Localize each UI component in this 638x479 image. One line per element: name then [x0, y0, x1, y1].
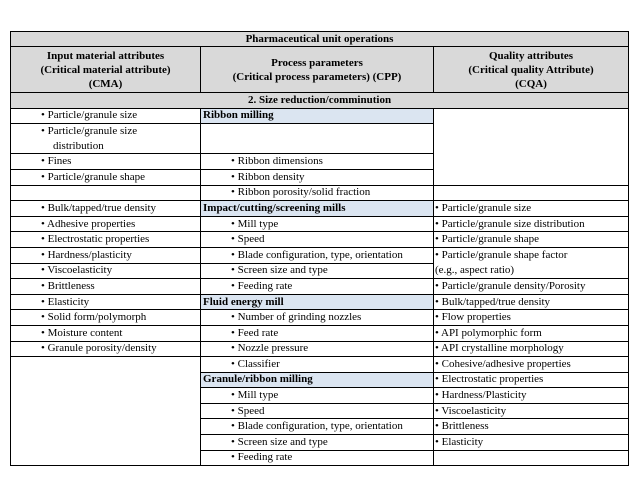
cpp-item: • Ribbon density — [201, 169, 434, 185]
cpp-item: • Blade configuration, type, orientation — [201, 247, 434, 263]
cma-item: • Viscoelasticity — [11, 263, 201, 279]
cpp-group-heading: Impact/cutting/screening mills — [201, 201, 434, 217]
cma-item: • Fines — [11, 154, 201, 170]
cqa-empty-cell — [434, 108, 629, 185]
cqa-item: • API polymorphic form — [434, 325, 629, 341]
cma-item: • Bulk/tapped/true density — [11, 201, 201, 217]
cpp-empty-cell — [201, 124, 434, 154]
cqa-item: • API crystalline morphology — [434, 341, 629, 357]
cma-item: • Granule porosity/density — [11, 341, 201, 357]
cma-item: • Solid form/polymorph — [11, 310, 201, 326]
cma-item-continued: distribution — [11, 139, 201, 154]
cpp-item: • Feeding rate — [201, 279, 434, 295]
cqa-item: • Particle/granule size distribution — [434, 216, 629, 232]
cma-item: • Electrostatic properties — [11, 232, 201, 248]
cpp-item: • Speed — [201, 403, 434, 419]
cqa-header: Quality attributes (Critical quality Attribute) (CQA) — [434, 47, 629, 93]
cqa-item: • Cohesive/adhesive properties — [434, 357, 629, 373]
cpp-item: • Nozzle pressure — [201, 341, 434, 357]
cqa-item: • Viscoelasticity — [434, 403, 629, 419]
cqa-item: • Particle/granule size — [434, 201, 629, 217]
cpp-item: • Mill type — [201, 216, 434, 232]
cma-item: • Brittleness — [11, 279, 201, 295]
cma-empty-cell — [11, 357, 201, 466]
section-title: 2. Size reduction/comminution — [11, 93, 629, 109]
cqa-item: • Elasticity — [434, 435, 629, 451]
cqa-item: • Particle/granule density/Porosity — [434, 279, 629, 295]
cpp-header: Process parameters (Critical process parameters) (CPP) — [201, 47, 434, 93]
cpp-group-heading: Fluid energy mill — [201, 294, 434, 310]
cpp-group-heading: Granule/ribbon milling — [201, 372, 434, 388]
cqa-empty-cell — [434, 185, 629, 201]
cpp-item: • Classifier — [201, 357, 434, 373]
cpp-group-heading: Ribbon milling — [201, 108, 434, 124]
cqa-item: • Electrostatic properties — [434, 372, 629, 388]
cpp-item: • Feed rate — [201, 325, 434, 341]
cpp-item: • Number of grinding nozzles — [201, 310, 434, 326]
cpp-item: • Ribbon dimensions — [201, 154, 434, 170]
cpp-item: • Screen size and type — [201, 435, 434, 451]
cqa-item: • Particle/granule shape — [434, 232, 629, 248]
cpp-item: • Mill type — [201, 388, 434, 404]
cqa-item: • Hardness/Plasticity — [434, 388, 629, 404]
cqa-empty-cell — [434, 450, 629, 466]
cma-item: • Elasticity — [11, 294, 201, 310]
cma-item: • Particle/granule size — [11, 108, 201, 124]
cma-item: • Particle/granule shape — [11, 169, 201, 185]
cma-item: • Moisture content — [11, 325, 201, 341]
unit-operations-table — [10, 31, 629, 466]
cpp-item: • Ribbon porosity/solid fraction — [201, 185, 434, 201]
cqa-item: • Brittleness — [434, 419, 629, 435]
cma-spacer — [11, 185, 201, 201]
cqa-item: • Particle/granule shape factor — [434, 247, 629, 263]
cma-item: • Particle/granule size — [11, 124, 201, 139]
cma-header: Input material attributes (Critical material attribute) (CMA) — [11, 47, 201, 93]
cqa-item: • Flow properties — [434, 310, 629, 326]
cqa-item-continued: (e.g., aspect ratio) — [434, 263, 629, 279]
cpp-item: • Feeding rate — [201, 450, 434, 466]
cqa-item: • Bulk/tapped/true density — [434, 294, 629, 310]
table-title: Pharmaceutical unit operations — [11, 32, 629, 47]
cpp-item: • Screen size and type — [201, 263, 434, 279]
cpp-item: • Blade configuration, type, orientation — [201, 419, 434, 435]
cma-item: • Adhesive properties — [11, 216, 201, 232]
cma-item: • Hardness/plasticity — [11, 247, 201, 263]
cpp-item: • Speed — [201, 232, 434, 248]
